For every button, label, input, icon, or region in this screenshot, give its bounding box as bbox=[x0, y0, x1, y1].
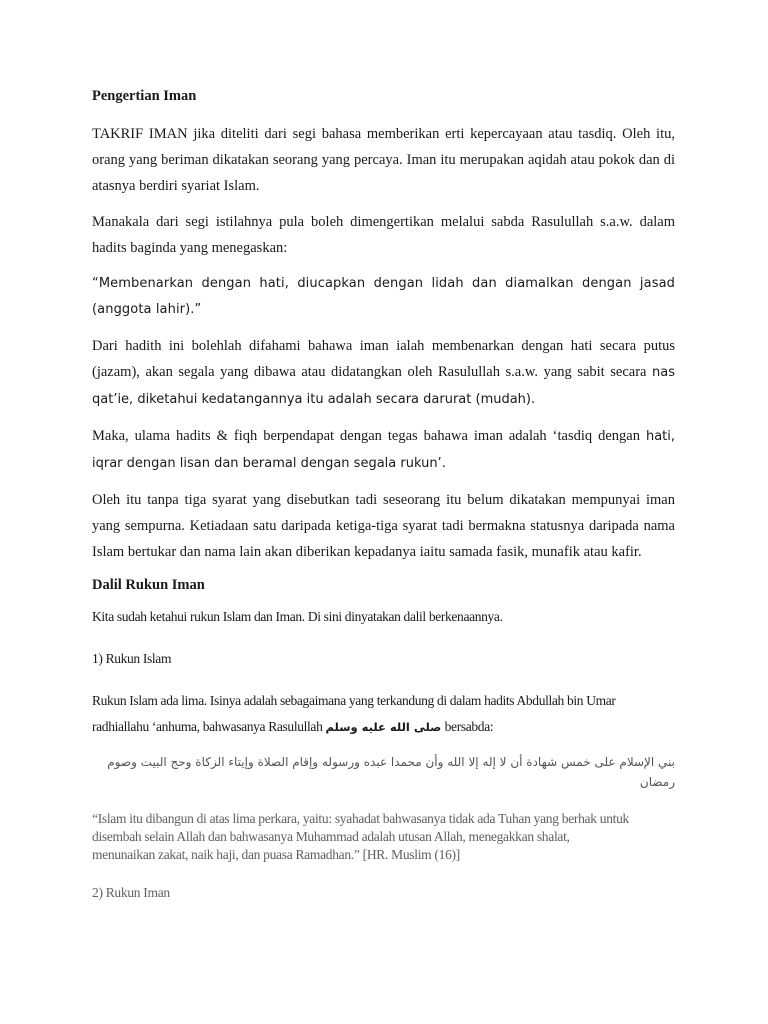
paragraph-takrif-iman: TAKRIF IMAN jika diteliti dari segi bahasa memberikan erti kepercayaan atau tasdiq. Oleh itu, orang yang beriman dikatakan seorang yang percaya. Iman itu merupakan aqidah atau pokok dan di atasnya berdiri syariat Islam. bbox=[92, 126, 675, 194]
hadith-translation bbox=[92, 810, 675, 864]
hadith-quote: “Membenarkan dengan hati, diucapkan dengan lidah dan diamalkan dengan jasad (anggota lahir).” bbox=[92, 276, 675, 317]
subheading-rukun-iman: 2) Rukun Iman bbox=[92, 885, 170, 900]
paragraph-rukun-islam-line1: Rukun Islam ada lima. Isinya adalah sebagaimana yang terkandung di dalam hadits Abdullah bin Umar bbox=[92, 693, 616, 708]
heading-dalil-rukun-iman: Dalil Rukun Iman bbox=[92, 577, 205, 593]
translation-line-2: disembah selain Allah dan bahwasanya Muhammad adalah utusan Allah, menegakkan shalat, bbox=[92, 829, 570, 844]
paragraph-intro-dalil: Kita sudah ketahui rukun Islam dan Iman. Di sini dinyatakan dalil berkenaannya. bbox=[92, 609, 503, 624]
paragraph-dari-hadith-sans: nas qat’ie, diketahui kedatangannya itu adalah secara darurat (mudah). bbox=[92, 365, 676, 407]
paragraph-rukun-islam bbox=[92, 688, 675, 740]
arabic-hadith-text: بني الإسلام على خمس شهادة أن لا إله إلا الله وأن محمدا عبده ورسوله وإقام الصلاة وإيتاء الزكاة وحج البيت وصوم رمضان bbox=[107, 755, 675, 789]
translation-line-3: menunaikan zakat, naik haji, dan puasa Ramadhan.” [HR. Muslim (16)] bbox=[92, 847, 460, 862]
paragraph-istilah: Manakala dari segi istilahnya pula boleh dimengertikan melalui sabda Rasulullah s.a.w. dalam hadits baginda yang menegaskan: bbox=[92, 214, 675, 256]
subheading-rukun-islam: 1) Rukun Islam bbox=[92, 651, 172, 666]
paragraph-rukun-islam-line2-start: radhiallahu ‘anhuma, bahwasanya Rasulullah bbox=[92, 719, 326, 734]
paragraph-tiga-syarat: Oleh itu tanpa tiga syarat yang disebutkan tadi seseorang itu belum dikatakan mempunyai iman yang sempurna. Ketiadaan satu daripada ketiga-tiga syarat tadi bermakna statusnya daripada nama Islam bertukar dan nama lain akan diberikan kepadanya iaitu samada fasik, munafik atau kafir. bbox=[92, 492, 675, 560]
translation-line-1: “Islam itu dibangun di atas lima perkara, yaitu: syahadat bahwasanya tidak ada Tuhan yang berhak untuk bbox=[92, 811, 629, 826]
salawat-arabic: صلى الله عليه وسلم bbox=[325, 720, 442, 734]
paragraph-ulama bbox=[92, 423, 675, 477]
paragraph-ulama-serif: Maka, ulama hadits & fiqh berpendapat dengan tegas bahawa iman adalah ‘tasdiq dengan bbox=[92, 428, 640, 444]
document-page bbox=[92, 86, 675, 902]
heading-pengertian-iman: Pengertian Iman bbox=[92, 88, 197, 104]
paragraph-dari-hadith-serif: Dari hadith ini bolehlah difahami bahawa iman ialah membenarkan dengan hati secara putus (jazam), akan segala yang dibawa atau didatangkan oleh Rasulullah s.a.w. yang sabit secara bbox=[92, 338, 675, 380]
paragraph-dari-hadith bbox=[92, 333, 675, 413]
paragraph-rukun-islam-line2-end: bersabda: bbox=[441, 719, 494, 734]
paragraph-ulama-sans: hati, iqrar dengan lisan dan beramal dengan segala rukun’. bbox=[92, 429, 675, 471]
